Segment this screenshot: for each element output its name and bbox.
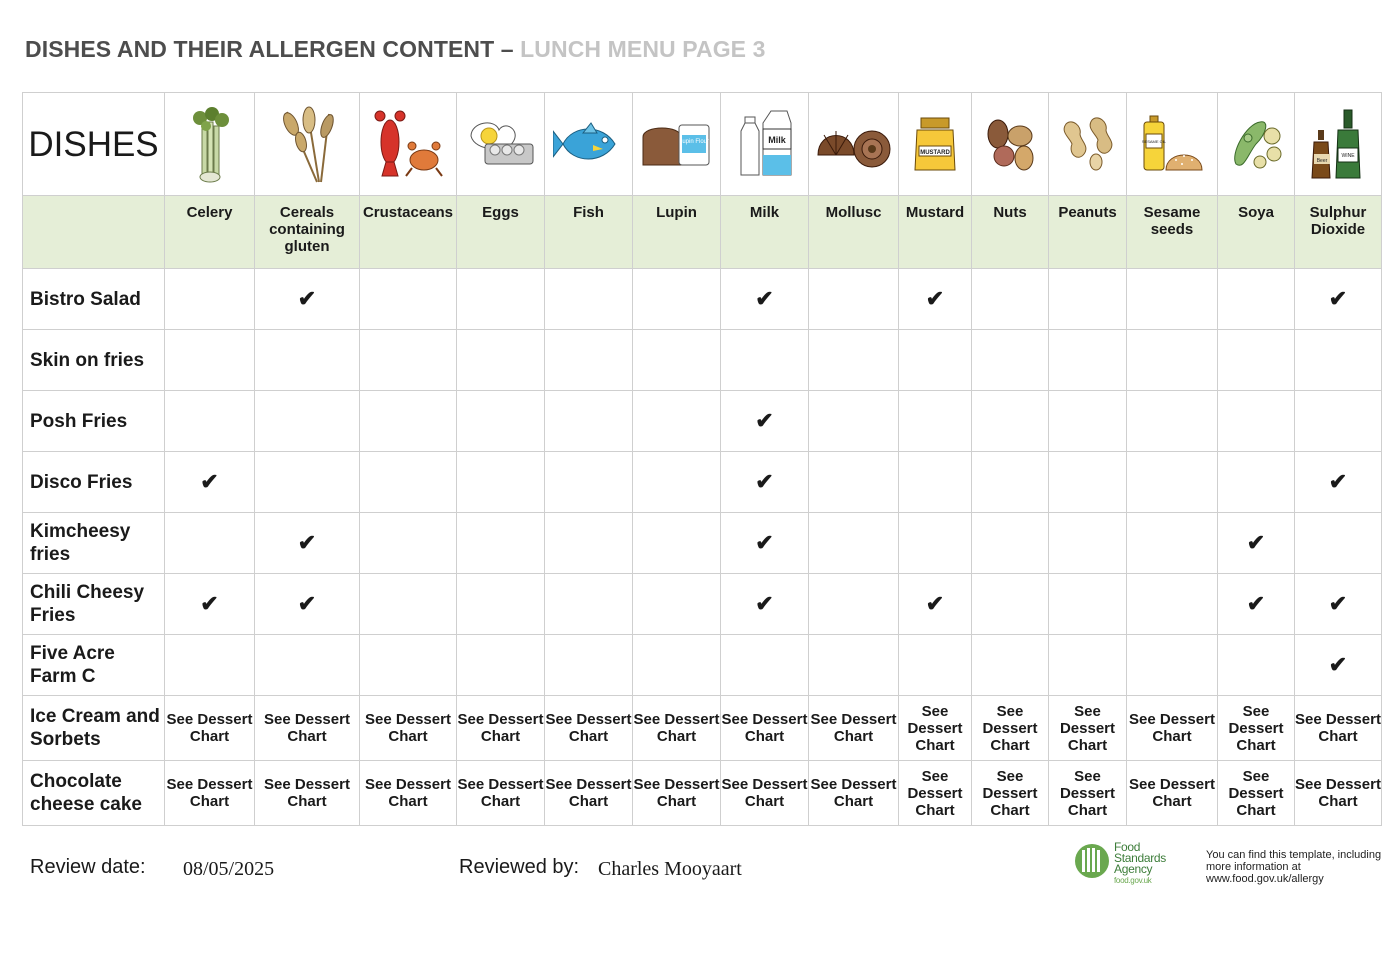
check-mark-icon: ✔ xyxy=(1328,652,1348,677)
see-dessert-cell xyxy=(633,696,721,761)
check-mark-icon: ✔ xyxy=(297,286,317,311)
allergen-cell xyxy=(809,513,899,574)
check-mark-icon: ✔ xyxy=(1246,530,1266,555)
allergen-cell xyxy=(1295,635,1382,696)
allergen-cell xyxy=(972,574,1049,635)
table-row xyxy=(23,761,1382,826)
allergen-cell xyxy=(1127,330,1218,391)
allergen-cell xyxy=(809,391,899,452)
allergen-cell xyxy=(457,269,545,330)
allergen-name-row xyxy=(23,196,1382,269)
allergen-cell xyxy=(721,452,809,513)
see-dessert-cell xyxy=(1127,761,1218,826)
see-dessert-cell xyxy=(1049,761,1127,826)
allergen-header-4: Fish xyxy=(545,196,633,269)
allergen-cell xyxy=(165,635,255,696)
see-dessert-cell xyxy=(255,761,360,826)
check-mark-icon: ✔ xyxy=(755,591,774,616)
see-dessert-chart-text: See Dessert Chart xyxy=(457,776,544,810)
allergen-cell xyxy=(899,452,972,513)
allergen-cell xyxy=(899,635,972,696)
see-dessert-chart-text: See Dessert Chart xyxy=(264,711,350,745)
dish-name-text: Chili Cheesy Fries xyxy=(30,582,145,626)
see-dessert-cell xyxy=(1295,696,1382,761)
dish-name-text: Chocolate cheese cake xyxy=(30,771,142,815)
see-dessert-chart-text: See Dessert Chart xyxy=(810,776,897,810)
see-dessert-cell xyxy=(255,696,360,761)
allergen-header-5: Lupin xyxy=(633,196,721,269)
table-row xyxy=(23,513,1382,574)
check-mark-icon: ✔ xyxy=(925,591,945,616)
allergen-cell xyxy=(1049,635,1127,696)
allergen-cell xyxy=(255,513,360,574)
allergen-cell xyxy=(721,269,809,330)
allergen-header-12: Soya xyxy=(1218,196,1295,269)
dish-name xyxy=(23,761,165,826)
fsa-wordmark xyxy=(1114,842,1166,886)
dish-name-text: Ice Cream and Sorbets xyxy=(30,706,160,750)
allergen-cell xyxy=(809,269,899,330)
dish-name xyxy=(23,635,165,696)
table-row xyxy=(23,635,1382,696)
allergen-cell xyxy=(721,574,809,635)
dish-name-text: Kimcheesy fries xyxy=(30,521,131,565)
allergen-cell xyxy=(972,635,1049,696)
see-dessert-cell xyxy=(633,761,721,826)
dish-name-text: Skin on fries xyxy=(30,349,145,371)
allergen-cell xyxy=(721,391,809,452)
see-dessert-cell xyxy=(165,696,255,761)
see-dessert-cell xyxy=(899,696,972,761)
allergen-cell xyxy=(809,574,899,635)
dish-name-text: Five Acre Farm C xyxy=(30,643,115,687)
see-dessert-chart-text: See Dessert Chart xyxy=(721,776,808,810)
allergen-cell xyxy=(360,452,457,513)
mollusc-icon xyxy=(809,93,899,196)
blank-header-cell xyxy=(23,196,165,269)
allergen-header-2: Crustaceans xyxy=(360,196,457,269)
allergen-cell xyxy=(809,635,899,696)
see-dessert-chart-text: See Dessert Chart xyxy=(982,702,1038,754)
see-dessert-cell xyxy=(1218,761,1295,826)
allergen-cell xyxy=(899,391,972,452)
allergen-cell xyxy=(1295,269,1382,330)
see-dessert-chart-text: See Dessert Chart xyxy=(1129,776,1215,810)
see-dessert-chart-text: See Dessert Chart xyxy=(1059,702,1116,754)
see-dessert-chart-text: See Dessert Chart xyxy=(810,711,897,745)
allergen-cell xyxy=(721,330,809,391)
allergen-header-0: Celery xyxy=(165,196,255,269)
fsa-line1: Food xyxy=(1114,840,1141,854)
title-sub: LUNCH MENU PAGE 3 xyxy=(520,36,766,62)
check-mark-icon: ✔ xyxy=(297,530,317,555)
allergen-cell xyxy=(1218,391,1295,452)
allergen-cell xyxy=(809,452,899,513)
dish-name-text: Disco Fries xyxy=(30,471,133,493)
dish-name xyxy=(23,269,165,330)
table-row xyxy=(23,269,1382,330)
see-dessert-chart-text: See Dessert Chart xyxy=(907,767,963,819)
allergen-cell xyxy=(165,330,255,391)
see-dessert-chart-text: See Dessert Chart xyxy=(264,776,350,810)
see-dessert-chart-text: See Dessert Chart xyxy=(1295,776,1381,810)
check-mark-icon: ✔ xyxy=(1328,469,1348,494)
svg-text:Beer: Beer xyxy=(1316,158,1328,164)
see-dessert-cell xyxy=(165,761,255,826)
fsa-logo xyxy=(1074,842,1184,888)
allergen-header-9: Nuts xyxy=(972,196,1049,269)
allergen-header-7: Mollusc xyxy=(809,196,899,269)
allergen-cell xyxy=(809,330,899,391)
egg-icon xyxy=(457,93,545,196)
allergen-cell xyxy=(545,635,633,696)
allergen-cell xyxy=(165,452,255,513)
allergen-header-8: Mustard xyxy=(899,196,972,269)
see-dessert-cell xyxy=(360,761,457,826)
soya-icon xyxy=(1218,93,1295,196)
fsa-line3: Agency xyxy=(1114,862,1153,876)
see-dessert-chart-text: See Dessert Chart xyxy=(166,711,253,745)
allergen-cell xyxy=(721,635,809,696)
fsa-line2: Standards xyxy=(1114,851,1167,865)
review-date-label: Review date: xyxy=(30,856,146,878)
check-mark-icon: ✔ xyxy=(200,469,219,494)
allergen-cell xyxy=(1295,391,1382,452)
allergen-cell xyxy=(457,330,545,391)
see-dessert-chart-text: See Dessert Chart xyxy=(907,702,963,754)
see-dessert-cell xyxy=(972,696,1049,761)
mustard-icon xyxy=(899,93,972,196)
allergen-cell xyxy=(1218,635,1295,696)
see-dessert-chart-text: See Dessert Chart xyxy=(365,776,451,810)
crustacean-icon xyxy=(360,93,457,196)
see-dessert-cell xyxy=(721,761,809,826)
fish-icon xyxy=(545,93,633,196)
allergen-cell xyxy=(255,635,360,696)
allergen-cell xyxy=(545,330,633,391)
reviewer-name: Charles Mooyaart xyxy=(598,858,742,880)
svg-text:Lupin Flour: Lupin Flour xyxy=(678,139,709,145)
page-title xyxy=(25,36,766,63)
allergen-cell xyxy=(721,513,809,574)
allergen-cell xyxy=(457,574,545,635)
allergen-cell xyxy=(1295,452,1382,513)
allergen-cell xyxy=(457,452,545,513)
table-row xyxy=(23,696,1382,761)
allergen-cell xyxy=(1049,574,1127,635)
svg-text:MUSTARD: MUSTARD xyxy=(920,150,950,156)
wheat-icon xyxy=(255,93,360,196)
allergen-cell xyxy=(1127,635,1218,696)
see-dessert-chart-text: See Dessert Chart xyxy=(1228,702,1284,754)
celery-icon xyxy=(165,93,255,196)
icon-row xyxy=(23,93,1382,196)
allergen-cell xyxy=(899,269,972,330)
check-mark-icon: ✔ xyxy=(1328,591,1348,616)
allergen-cell xyxy=(972,513,1049,574)
fsa-emblem-icon xyxy=(1074,842,1110,880)
dish-name xyxy=(23,574,165,635)
dish-name xyxy=(23,391,165,452)
see-dessert-cell xyxy=(360,696,457,761)
allergen-cell xyxy=(545,391,633,452)
see-dessert-cell xyxy=(721,696,809,761)
allergen-cell xyxy=(1295,513,1382,574)
allergen-table xyxy=(22,92,1382,826)
allergen-cell xyxy=(899,513,972,574)
allergen-cell xyxy=(1049,330,1127,391)
nuts-icon xyxy=(972,93,1049,196)
allergen-cell xyxy=(545,513,633,574)
allergen-cell xyxy=(165,391,255,452)
allergen-cell xyxy=(457,513,545,574)
allergen-cell xyxy=(545,269,633,330)
allergen-cell xyxy=(545,452,633,513)
dish-name xyxy=(23,330,165,391)
reviewed-by-label: Reviewed by: xyxy=(459,856,580,878)
allergen-cell xyxy=(457,635,545,696)
allergen-cell xyxy=(1218,452,1295,513)
check-mark-icon: ✔ xyxy=(1246,591,1266,616)
see-dessert-chart-text: See Dessert Chart xyxy=(1228,767,1284,819)
allergen-cell xyxy=(255,574,360,635)
allergen-cell xyxy=(255,330,360,391)
title-main: DISHES AND THEIR ALLERGEN CONTENT – xyxy=(25,36,521,62)
see-dessert-chart-text: See Dessert Chart xyxy=(633,776,720,810)
see-dessert-cell xyxy=(1049,696,1127,761)
dish-name xyxy=(23,452,165,513)
allergen-cell xyxy=(899,330,972,391)
allergen-cell xyxy=(545,574,633,635)
allergen-cell xyxy=(633,574,721,635)
allergen-cell xyxy=(165,513,255,574)
see-dessert-cell xyxy=(1127,696,1218,761)
check-mark-icon: ✔ xyxy=(200,591,219,616)
dish-name xyxy=(23,513,165,574)
allergen-cell xyxy=(633,452,721,513)
allergen-cell xyxy=(972,330,1049,391)
allergen-cell xyxy=(360,513,457,574)
allergen-cell xyxy=(633,391,721,452)
allergen-cell xyxy=(972,391,1049,452)
see-dessert-chart-text: See Dessert Chart xyxy=(545,711,632,745)
table-row xyxy=(23,452,1382,513)
see-dessert-chart-text: See Dessert Chart xyxy=(1295,711,1381,745)
allergen-cell xyxy=(633,635,721,696)
see-dessert-chart-text: See Dessert Chart xyxy=(365,711,451,745)
check-mark-icon: ✔ xyxy=(1328,286,1348,311)
allergen-cell xyxy=(1127,391,1218,452)
allergen-cell xyxy=(1218,330,1295,391)
allergen-cell xyxy=(360,574,457,635)
allergen-cell xyxy=(1127,269,1218,330)
allergen-cell xyxy=(255,452,360,513)
allergen-cell xyxy=(360,330,457,391)
allergen-cell xyxy=(899,574,972,635)
allergen-cell xyxy=(1218,574,1295,635)
dishes-header: DISHES xyxy=(23,93,165,196)
allergen-cell xyxy=(1218,269,1295,330)
see-dessert-chart-text: See Dessert Chart xyxy=(166,776,253,810)
see-dessert-cell xyxy=(899,761,972,826)
template-note: You can find this template, including more information at www.food.gov.uk/allergy xyxy=(1206,849,1382,885)
allergen-header-11: Sesame seeds xyxy=(1127,196,1218,269)
see-dessert-cell xyxy=(1218,696,1295,761)
sulphur-dioxide-icon xyxy=(1295,93,1382,196)
check-mark-icon: ✔ xyxy=(755,286,774,311)
allergen-cell xyxy=(633,330,721,391)
dish-name xyxy=(23,696,165,761)
allergen-cell xyxy=(633,269,721,330)
see-dessert-chart-text: See Dessert Chart xyxy=(457,711,544,745)
allergen-cell xyxy=(457,391,545,452)
check-mark-icon: ✔ xyxy=(925,286,945,311)
allergen-cell xyxy=(360,635,457,696)
see-dessert-cell xyxy=(809,696,899,761)
table-row xyxy=(23,574,1382,635)
allergen-header-6: Milk xyxy=(721,196,809,269)
see-dessert-chart-text: See Dessert Chart xyxy=(633,711,720,745)
allergen-cell xyxy=(633,513,721,574)
allergen-cell xyxy=(1218,513,1295,574)
check-mark-icon: ✔ xyxy=(755,530,774,555)
see-dessert-chart-text: See Dessert Chart xyxy=(982,767,1038,819)
allergen-cell xyxy=(360,269,457,330)
allergen-header-10: Peanuts xyxy=(1049,196,1127,269)
see-dessert-cell xyxy=(457,696,545,761)
fsa-url: food.gov.uk xyxy=(1114,876,1152,885)
table-row xyxy=(23,330,1382,391)
table-row xyxy=(23,391,1382,452)
see-dessert-cell xyxy=(457,761,545,826)
allergen-cell xyxy=(1049,513,1127,574)
allergen-cell xyxy=(1049,452,1127,513)
see-dessert-cell xyxy=(809,761,899,826)
dish-name-text: Posh Fries xyxy=(30,410,128,432)
lupin-icon xyxy=(633,93,721,196)
allergen-cell xyxy=(1295,330,1382,391)
allergen-header-1: Cereals containing gluten xyxy=(255,196,360,269)
allergen-cell xyxy=(972,269,1049,330)
sesame-icon xyxy=(1127,93,1218,196)
review-date-value: 08/05/2025 xyxy=(183,858,275,880)
peanut-icon xyxy=(1049,93,1127,196)
allergen-cell xyxy=(165,269,255,330)
dish-name-text: Bistro Salad xyxy=(30,288,141,310)
allergen-cell xyxy=(1127,513,1218,574)
see-dessert-cell xyxy=(972,761,1049,826)
allergen-cell xyxy=(255,269,360,330)
see-dessert-chart-text: See Dessert Chart xyxy=(1059,767,1116,819)
allergen-cell xyxy=(360,391,457,452)
svg-text:Milk: Milk xyxy=(767,135,786,145)
see-dessert-chart-text: See Dessert Chart xyxy=(1129,711,1215,745)
check-mark-icon: ✔ xyxy=(755,469,774,494)
see-dessert-cell xyxy=(545,696,633,761)
see-dessert-chart-text: See Dessert Chart xyxy=(721,711,808,745)
allergen-cell xyxy=(165,574,255,635)
see-dessert-cell xyxy=(545,761,633,826)
allergen-cell xyxy=(1127,574,1218,635)
see-dessert-chart-text: See Dessert Chart xyxy=(545,776,632,810)
allergen-header-13: Sulphur Dioxide xyxy=(1295,196,1382,269)
allergen-cell xyxy=(972,452,1049,513)
check-mark-icon: ✔ xyxy=(755,408,774,433)
allergen-cell xyxy=(255,391,360,452)
check-mark-icon: ✔ xyxy=(297,591,317,616)
allergen-header-3: Eggs xyxy=(457,196,545,269)
see-dessert-cell xyxy=(1295,761,1382,826)
svg-text:SESAME OIL: SESAME OIL xyxy=(1141,139,1167,144)
svg-text:WINE: WINE xyxy=(1341,153,1355,159)
allergen-cell xyxy=(1295,574,1382,635)
allergen-cell xyxy=(1127,452,1218,513)
milk-icon xyxy=(721,93,809,196)
allergen-cell xyxy=(1049,391,1127,452)
allergen-cell xyxy=(1049,269,1127,330)
